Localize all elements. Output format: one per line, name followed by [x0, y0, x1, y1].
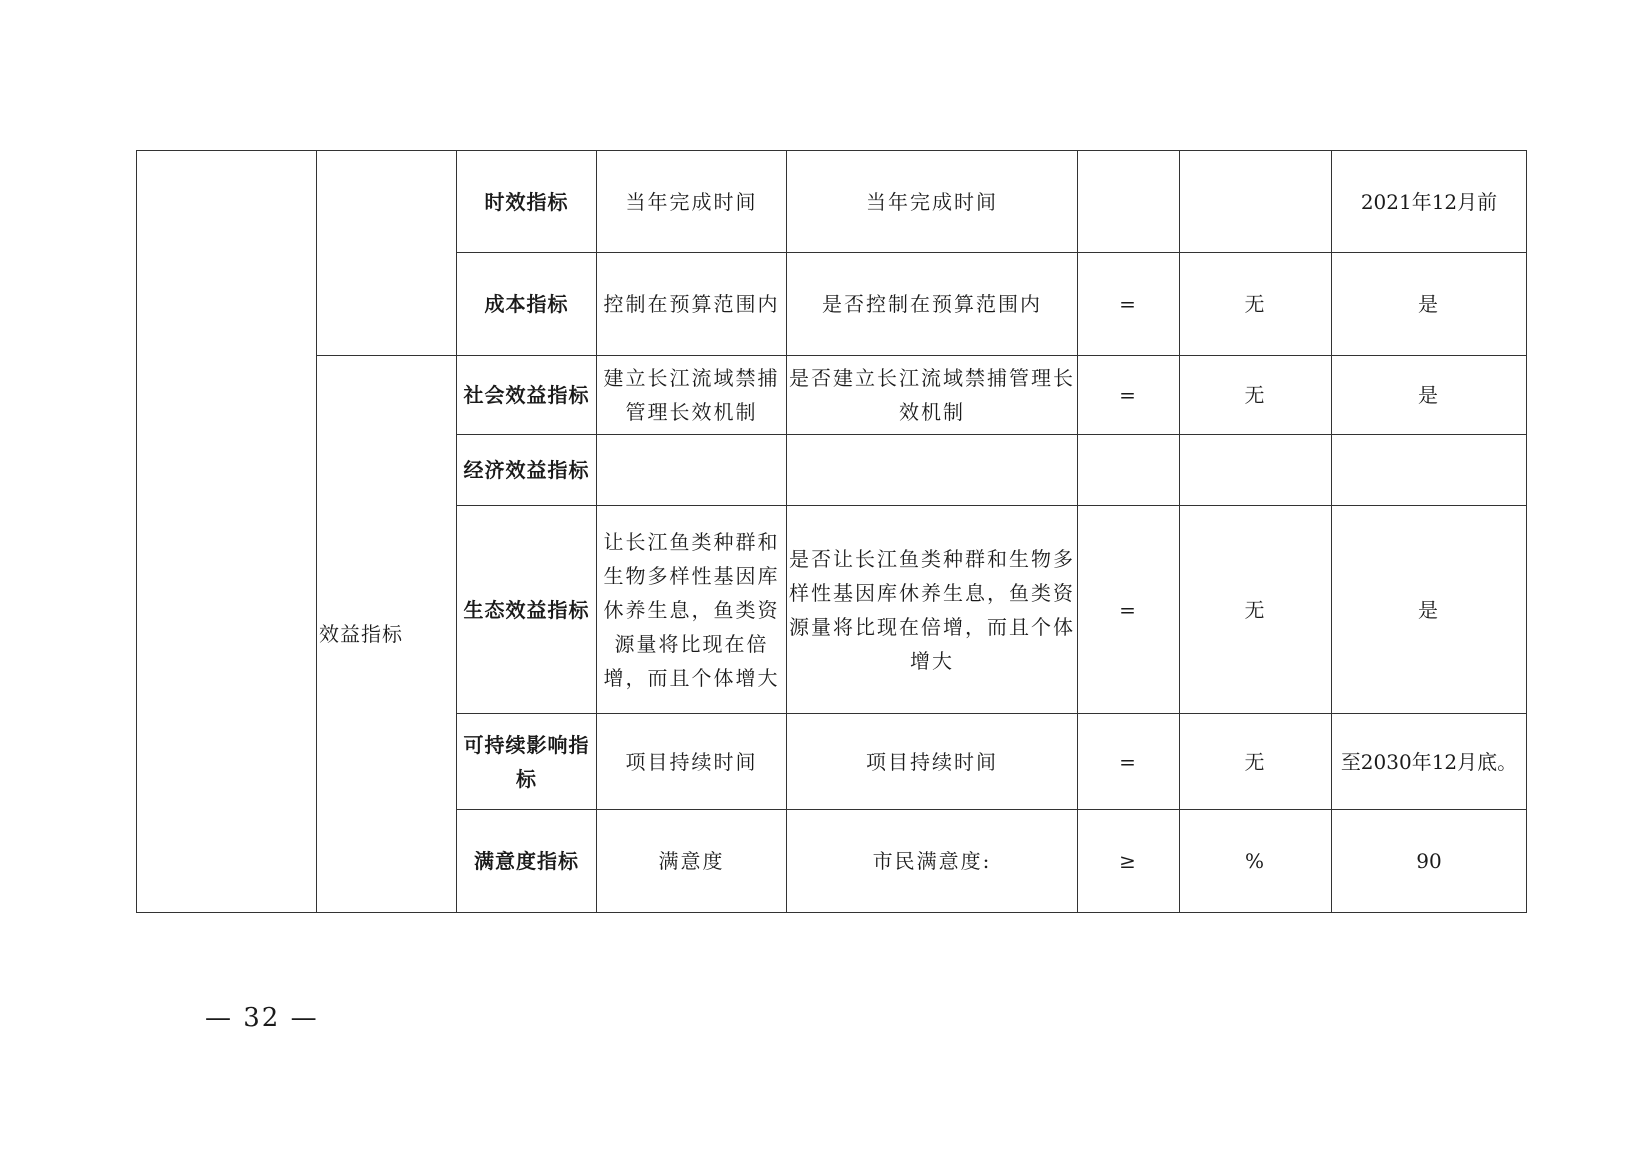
level3-indicator-cell: 可持续影响指标 [457, 714, 597, 810]
level3-indicator-cell: 经济效益指标 [457, 435, 597, 506]
target-value-cell: 至2030年12月底。 [1332, 714, 1527, 810]
level3-indicator-cell: 社会效益指标 [457, 356, 597, 435]
indicator-description-cell: 是否控制在预算范围内 [787, 253, 1078, 356]
indicator-description-cell: 是否建立长江流域禁捕管理长效机制 [787, 356, 1078, 435]
indicator-description-cell: 当年完成时间 [787, 151, 1078, 253]
operator-cell: = [1078, 253, 1180, 356]
unit-cell [1180, 151, 1332, 253]
indicator-description-cell [787, 435, 1078, 506]
target-value-cell: 是 [1332, 356, 1527, 435]
target-value-cell: 90 [1332, 810, 1527, 913]
target-value-cell [1332, 435, 1527, 506]
unit-cell: 无 [1180, 714, 1332, 810]
level1-indicator-cell [137, 151, 317, 913]
indicator-description-cell: 项目持续时间 [787, 714, 1078, 810]
indicator-content-cell: 控制在预算范围内 [597, 253, 787, 356]
indicator-content-cell: 项目持续时间 [597, 714, 787, 810]
level3-indicator-cell: 时效指标 [457, 151, 597, 253]
indicator-content-cell [597, 435, 787, 506]
indicator-description-cell: 市民满意度: [787, 810, 1078, 913]
unit-cell [1180, 435, 1332, 506]
level3-indicator-cell: 满意度指标 [457, 810, 597, 913]
indicator-content-cell: 满意度 [597, 810, 787, 913]
indicator-content-cell: 当年完成时间 [597, 151, 787, 253]
indicator-content-cell: 让长江鱼类种群和生物多样性基因库休养生息，鱼类资源量将比现在倍增，而且个体增大 [597, 506, 787, 714]
unit-cell: 无 [1180, 506, 1332, 714]
unit-cell: % [1180, 810, 1332, 913]
level3-indicator-cell: 生态效益指标 [457, 506, 597, 714]
unit-cell: 无 [1180, 253, 1332, 356]
operator-cell: = [1078, 714, 1180, 810]
level2-output-cell [317, 151, 457, 356]
performance-indicator-table [136, 150, 1527, 913]
operator-cell: ≥ [1078, 810, 1180, 913]
operator-cell [1078, 435, 1180, 506]
table-row [137, 151, 1527, 253]
target-value-cell: 是 [1332, 253, 1527, 356]
target-value-cell: 是 [1332, 506, 1527, 714]
level3-indicator-cell: 成本指标 [457, 253, 597, 356]
operator-cell: = [1078, 506, 1180, 714]
target-value-cell: 2021年12月前 [1332, 151, 1527, 253]
indicator-description-cell: 是否让长江鱼类种群和生物多样性基因库休养生息，鱼类资源量将比现在倍增，而且个体增大 [787, 506, 1078, 714]
page-number: — 32 — [205, 1003, 319, 1033]
indicator-content-cell: 建立长江流域禁捕管理长效机制 [597, 356, 787, 435]
table-row [137, 356, 1527, 435]
operator-cell: = [1078, 356, 1180, 435]
unit-cell: 无 [1180, 356, 1332, 435]
level2-benefit-cell: 效益指标 [317, 356, 457, 913]
operator-cell [1078, 151, 1180, 253]
